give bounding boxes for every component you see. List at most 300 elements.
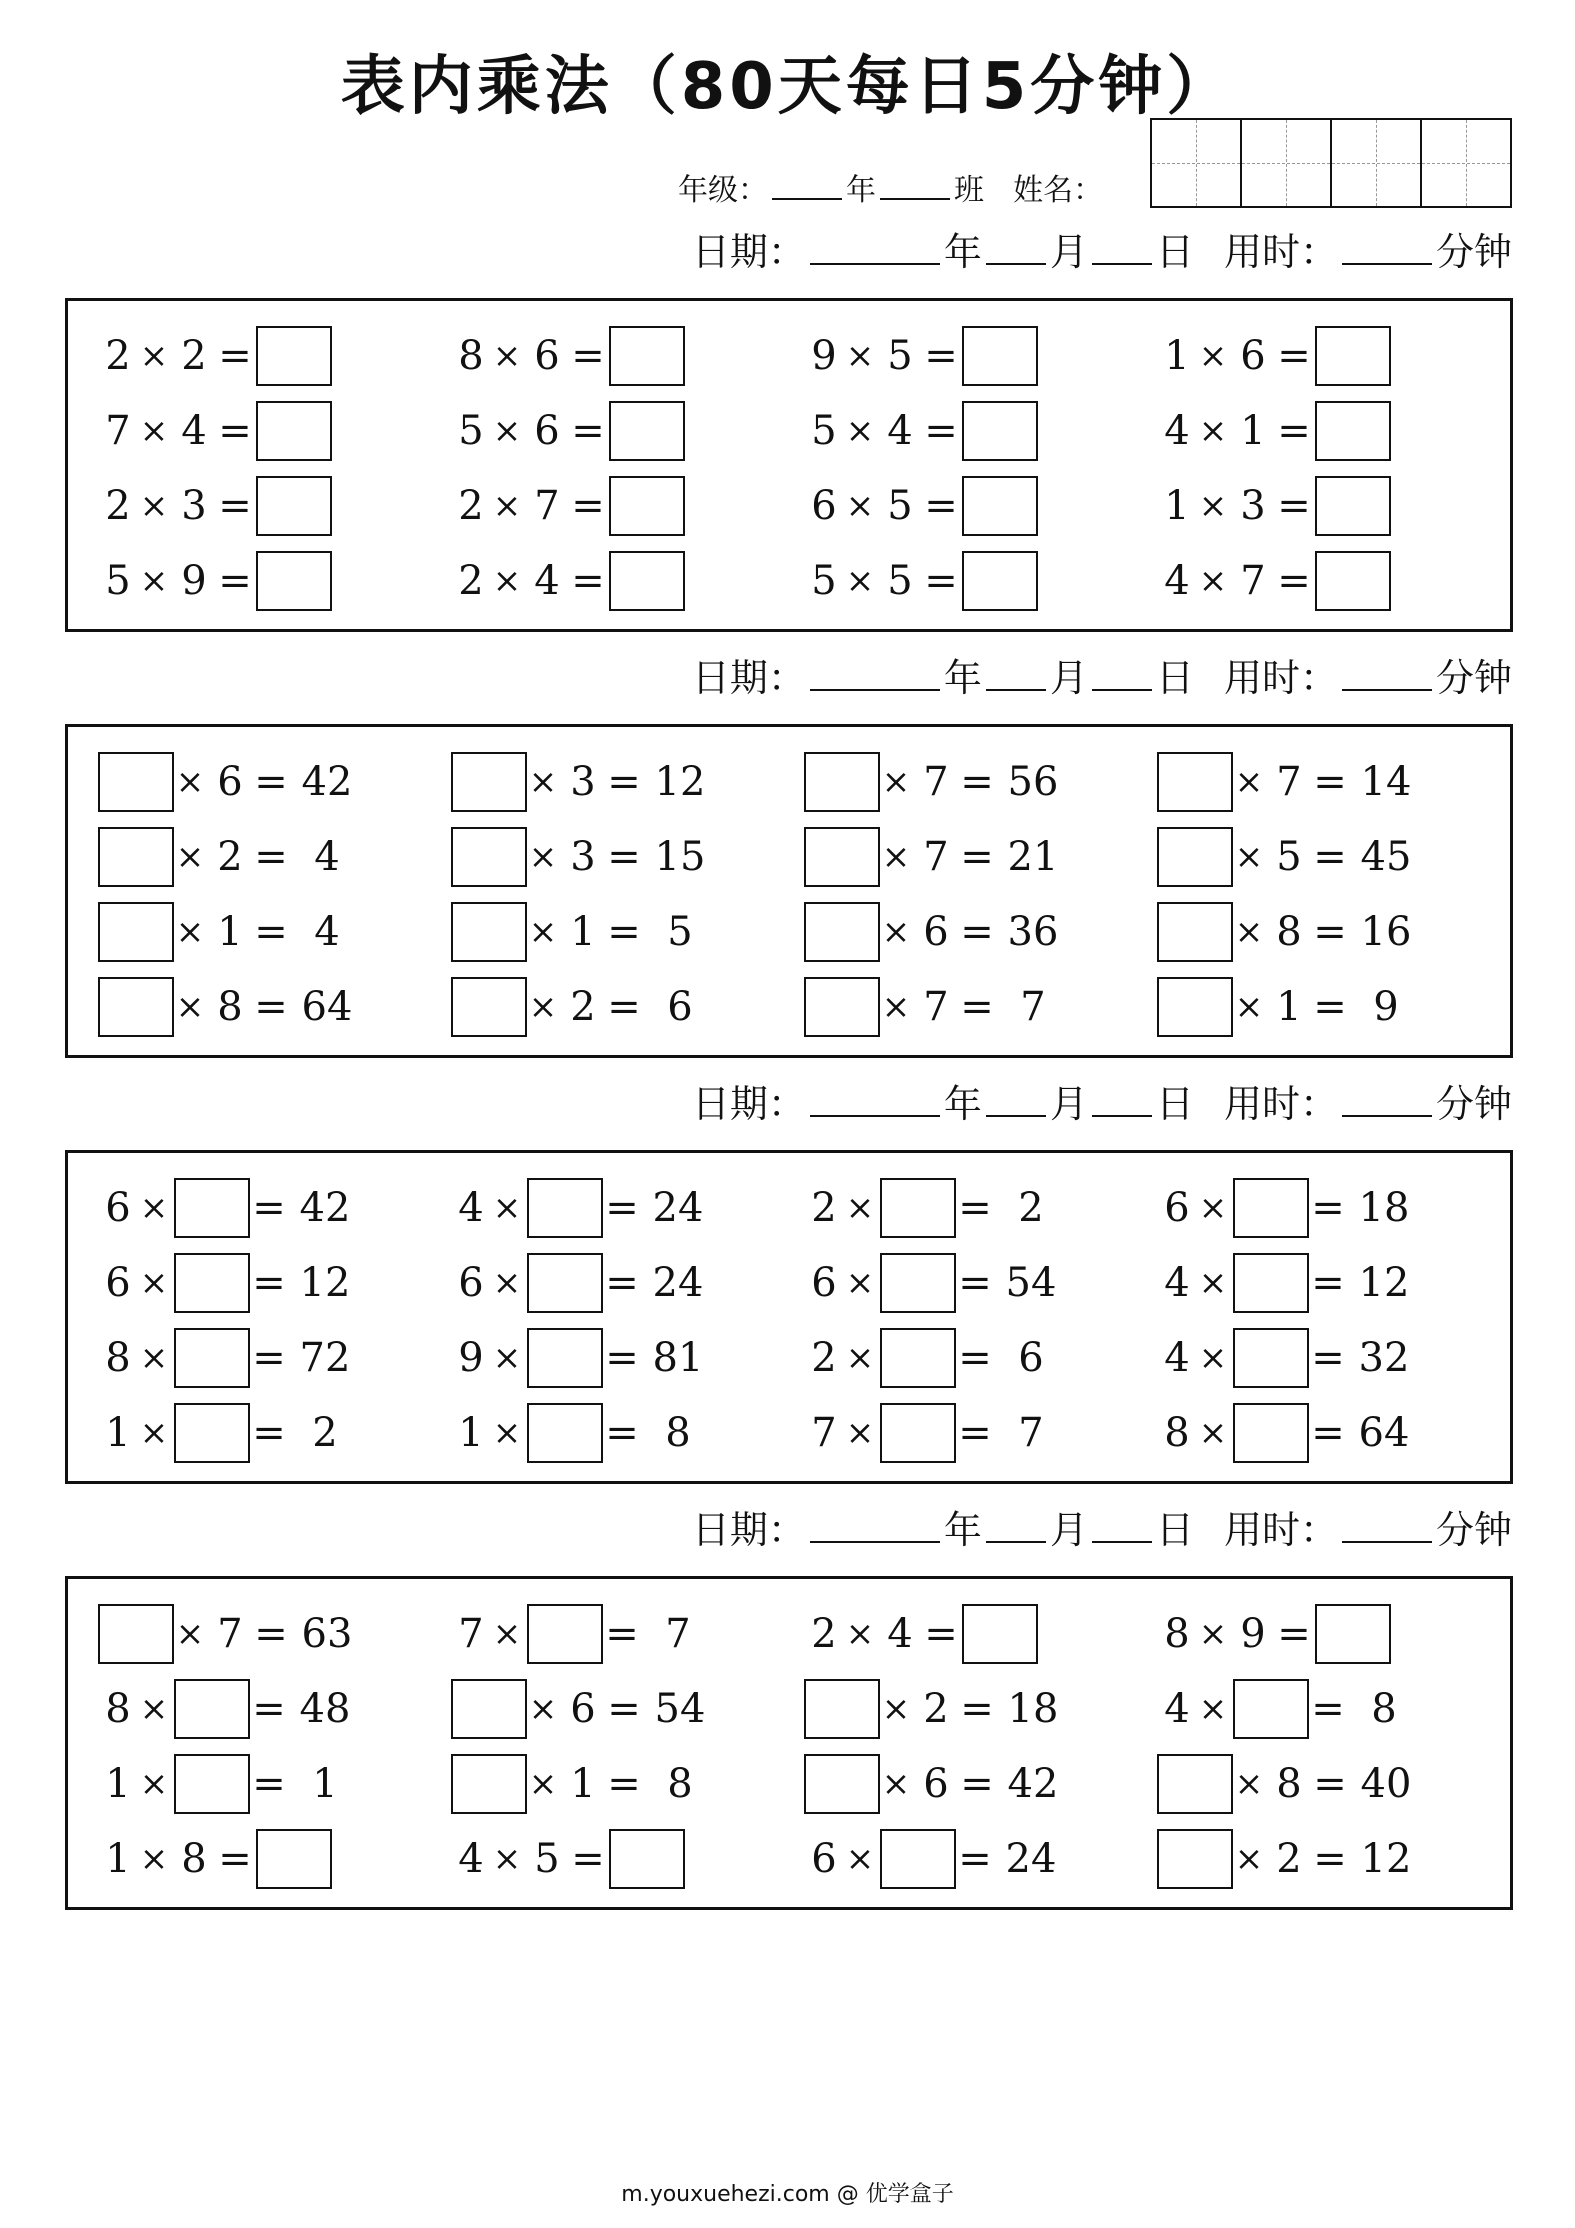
factor-a: 2 (458, 558, 484, 604)
factor-a: 8 (105, 1335, 131, 1381)
answer-box[interactable] (609, 1829, 685, 1889)
times-sign: × (1198, 486, 1228, 526)
factor-a: 6 (811, 483, 837, 529)
problem (804, 1403, 1134, 1463)
equals-sign: = (254, 984, 288, 1030)
factor-a: 5 (458, 408, 484, 454)
factor-a: 2 (811, 1185, 837, 1231)
answer-box[interactable] (451, 752, 527, 812)
times-sign: × (845, 561, 875, 601)
name-cell[interactable] (1420, 120, 1510, 206)
problem-section (65, 1576, 1513, 1910)
factor-a: 1 (105, 1761, 131, 1807)
answer-box[interactable] (1233, 1178, 1309, 1238)
problem (98, 1754, 428, 1814)
equals-sign: = (1311, 1260, 1345, 1306)
problem (1157, 827, 1487, 887)
time-used-label: 用时： (1223, 1508, 1338, 1552)
class-blank[interactable] (880, 168, 950, 200)
problem (98, 1178, 428, 1238)
time-used-label: 用时： (1223, 230, 1338, 274)
problem-row (68, 977, 1510, 1037)
problem-row (68, 1604, 1510, 1664)
factor-b: 7 (217, 1611, 243, 1657)
answer-box[interactable] (1315, 326, 1391, 386)
times-sign: × (845, 486, 875, 526)
time-used-blank[interactable] (1342, 1505, 1432, 1543)
equals-sign: = (1313, 909, 1347, 955)
factor-a: 2 (105, 333, 131, 379)
product: 7 (1018, 1410, 1044, 1456)
month-label: 月 (1049, 230, 1088, 274)
factor-b: 1 (570, 1761, 596, 1807)
factor-a: 6 (811, 1836, 837, 1882)
times-sign: × (139, 1839, 169, 1879)
times-sign: × (1198, 336, 1228, 376)
factor-b: 1 (217, 909, 243, 955)
answer-box[interactable] (1233, 1253, 1309, 1313)
factor-b: 1 (570, 909, 596, 955)
date-year-blank[interactable] (810, 1079, 940, 1117)
product: 36 (1007, 909, 1059, 955)
answer-box[interactable] (451, 827, 527, 887)
equals-sign: = (607, 1686, 641, 1732)
factor-b: 7 (1240, 558, 1266, 604)
times-sign: × (528, 987, 558, 1027)
answer-box[interactable] (527, 1403, 603, 1463)
times-sign: × (492, 561, 522, 601)
times-sign: × (1234, 1839, 1264, 1879)
answer-box[interactable] (1315, 1604, 1391, 1664)
date-month-blank[interactable] (986, 1505, 1046, 1543)
product: 24 (652, 1185, 704, 1231)
answer-box[interactable] (1315, 401, 1391, 461)
date-day-blank[interactable] (1092, 227, 1152, 265)
times-sign: × (845, 1263, 875, 1303)
month-label: 月 (1049, 1082, 1088, 1126)
answer-box[interactable] (1157, 977, 1233, 1037)
times-sign: × (139, 1188, 169, 1228)
times-sign: × (139, 561, 169, 601)
times-sign: × (139, 486, 169, 526)
minutes-label: 分钟 (1435, 1508, 1512, 1552)
times-sign: × (492, 336, 522, 376)
problem (98, 1328, 428, 1388)
times-sign: × (175, 987, 205, 1027)
factor-b: 5 (887, 558, 913, 604)
answer-box[interactable] (1157, 902, 1233, 962)
date-label: 日期： (691, 656, 806, 700)
problem (1157, 551, 1487, 611)
problem (451, 1253, 781, 1313)
factor-b: 1 (1276, 984, 1302, 1030)
equals-sign: = (571, 408, 605, 454)
times-sign: × (1198, 561, 1228, 601)
equals-sign: = (1313, 759, 1347, 805)
answer-box[interactable] (609, 401, 685, 461)
factor-b: 5 (887, 483, 913, 529)
times-sign: × (1234, 912, 1264, 952)
factor-b: 6 (1240, 333, 1266, 379)
product: 8 (667, 1761, 693, 1807)
equals-sign: = (605, 1410, 639, 1456)
times-sign: × (139, 1413, 169, 1453)
product: 45 (1360, 834, 1412, 880)
times-sign: × (175, 837, 205, 877)
answer-box[interactable] (880, 1829, 956, 1889)
factor-b: 6 (570, 1686, 596, 1732)
answer-box[interactable] (1315, 551, 1391, 611)
times-sign: × (492, 1614, 522, 1654)
times-sign: × (492, 1263, 522, 1303)
grade-blank[interactable] (772, 168, 842, 200)
equals-sign: = (605, 1335, 639, 1381)
problem (804, 326, 1134, 386)
product: 6 (1018, 1335, 1044, 1381)
equals-sign: = (960, 909, 994, 955)
equals-sign: = (571, 558, 605, 604)
times-sign: × (1198, 1188, 1228, 1228)
factor-b: 2 (570, 984, 596, 1030)
problem (98, 752, 428, 812)
answer-box[interactable] (174, 1403, 250, 1463)
factor-b: 6 (534, 333, 560, 379)
factor-a: 4 (1164, 1260, 1190, 1306)
answer-box[interactable] (527, 1328, 603, 1388)
factor-b: 8 (1276, 1761, 1302, 1807)
problem-row (68, 551, 1510, 611)
product: 42 (1007, 1761, 1059, 1807)
year-label: 年 (943, 1082, 982, 1126)
date-year-blank[interactable] (810, 1505, 940, 1543)
equals-sign: = (1277, 333, 1311, 379)
answer-box[interactable] (880, 1328, 956, 1388)
problem-row (68, 1754, 1510, 1814)
factor-b: 4 (181, 408, 207, 454)
problem-row (68, 401, 1510, 461)
times-sign: × (492, 1839, 522, 1879)
problem-row (68, 902, 1510, 962)
factor-a: 4 (1164, 1686, 1190, 1732)
problem (98, 326, 428, 386)
problem (804, 401, 1134, 461)
problem (804, 752, 1134, 812)
month-label: 月 (1049, 1508, 1088, 1552)
equals-sign: = (924, 333, 958, 379)
factor-a: 1 (105, 1410, 131, 1456)
factor-a: 1 (458, 1410, 484, 1456)
answer-box[interactable] (1157, 827, 1233, 887)
equals-sign: = (1277, 1611, 1311, 1657)
equals-sign: = (571, 333, 605, 379)
times-sign: × (845, 1614, 875, 1654)
factor-b: 5 (534, 1836, 560, 1882)
answer-box[interactable] (1233, 1679, 1309, 1739)
answer-box[interactable] (451, 902, 527, 962)
problem-row (68, 752, 1510, 812)
answer-box[interactable] (1157, 752, 1233, 812)
product: 56 (1007, 759, 1059, 805)
date-day-blank[interactable] (1092, 1505, 1152, 1543)
answer-box[interactable] (609, 551, 685, 611)
problem (98, 827, 428, 887)
date-label: 日期： (691, 230, 806, 274)
factor-a: 6 (458, 1260, 484, 1306)
product: 42 (299, 1185, 351, 1231)
times-sign: × (881, 837, 911, 877)
answer-box[interactable] (962, 551, 1038, 611)
problem-row (68, 1328, 1510, 1388)
times-sign: × (881, 1689, 911, 1729)
factor-b: 2 (217, 834, 243, 880)
factor-a: 6 (811, 1260, 837, 1306)
problem (1157, 977, 1487, 1037)
problem (98, 1829, 428, 1889)
answer-box[interactable] (98, 1604, 174, 1664)
equals-sign: = (1313, 834, 1347, 880)
answer-box[interactable] (804, 827, 880, 887)
factor-a: 7 (811, 1410, 837, 1456)
problem (98, 977, 428, 1037)
problem-row (68, 326, 1510, 386)
minutes-label: 分钟 (1435, 230, 1512, 274)
date-month-blank[interactable] (986, 1079, 1046, 1117)
answer-box[interactable] (880, 1253, 956, 1313)
product: 1 (312, 1761, 338, 1807)
problem (451, 1328, 781, 1388)
minutes-label: 分钟 (1435, 656, 1512, 700)
factor-b: 3 (570, 759, 596, 805)
answer-box[interactable] (1315, 476, 1391, 536)
times-sign: × (1198, 1263, 1228, 1303)
product: 42 (301, 759, 353, 805)
factor-a: 5 (811, 558, 837, 604)
date-line (640, 648, 1512, 708)
product: 12 (654, 759, 706, 805)
times-sign: × (881, 912, 911, 952)
factor-b: 3 (570, 834, 596, 880)
product: 32 (1358, 1335, 1410, 1381)
factor-b: 3 (181, 483, 207, 529)
answer-box[interactable] (1157, 1829, 1233, 1889)
product: 8 (1371, 1686, 1397, 1732)
equals-sign: = (605, 1260, 639, 1306)
times-sign: × (528, 762, 558, 802)
problem (98, 1604, 428, 1664)
name-cell[interactable] (1330, 120, 1420, 206)
answer-box[interactable] (804, 1679, 880, 1739)
problem (451, 1403, 781, 1463)
answer-box[interactable] (1157, 1754, 1233, 1814)
equals-sign: = (1311, 1686, 1345, 1732)
time-used-blank[interactable] (1342, 227, 1432, 265)
day-label: 日 (1155, 1508, 1194, 1552)
answer-box[interactable] (880, 1178, 956, 1238)
equals-sign: = (1313, 984, 1347, 1030)
answer-box[interactable] (962, 476, 1038, 536)
year-label: 年 (943, 230, 982, 274)
time-used-blank[interactable] (1342, 653, 1432, 691)
factor-a: 5 (105, 558, 131, 604)
problem (98, 476, 428, 536)
problem (1157, 401, 1487, 461)
answer-box[interactable] (98, 752, 174, 812)
equals-sign: = (605, 1611, 639, 1657)
problem-row (68, 1178, 1510, 1238)
factor-a: 4 (458, 1836, 484, 1882)
grade-class-line (678, 168, 1103, 213)
date-year-blank[interactable] (810, 653, 940, 691)
product: 2 (312, 1410, 338, 1456)
answer-box[interactable] (174, 1178, 250, 1238)
problem (1157, 1178, 1487, 1238)
name-grid[interactable] (1150, 118, 1512, 208)
day-label: 日 (1155, 230, 1194, 274)
name-cell[interactable] (1240, 120, 1330, 206)
factor-b: 5 (887, 333, 913, 379)
name-cell[interactable] (1152, 120, 1240, 206)
equals-sign: = (252, 1761, 286, 1807)
equals-sign: = (254, 759, 288, 805)
factor-b: 5 (1276, 834, 1302, 880)
times-sign: × (175, 912, 205, 952)
times-sign: × (1198, 1413, 1228, 1453)
answer-box[interactable] (804, 902, 880, 962)
factor-b: 6 (923, 1761, 949, 1807)
answer-box[interactable] (962, 326, 1038, 386)
equals-sign: = (958, 1185, 992, 1231)
date-month-blank[interactable] (986, 653, 1046, 691)
answer-box[interactable] (804, 977, 880, 1037)
factor-a: 9 (458, 1335, 484, 1381)
problem (451, 902, 781, 962)
day-label: 日 (1155, 1082, 1194, 1126)
answer-box[interactable] (256, 1829, 332, 1889)
factor-a: 2 (105, 483, 131, 529)
times-sign: × (1198, 411, 1228, 451)
factor-a: 9 (811, 333, 837, 379)
product: 18 (1007, 1686, 1059, 1732)
factor-b: 8 (217, 984, 243, 1030)
factor-b: 8 (181, 1836, 207, 1882)
answer-box[interactable] (174, 1679, 250, 1739)
product: 6 (667, 984, 693, 1030)
equals-sign: = (958, 1410, 992, 1456)
answer-box[interactable] (98, 902, 174, 962)
answer-box[interactable] (451, 977, 527, 1037)
date-day-blank[interactable] (1092, 1079, 1152, 1117)
factor-b: 7 (923, 834, 949, 880)
product: 8 (665, 1410, 691, 1456)
factor-a: 1 (105, 1836, 131, 1882)
answer-box[interactable] (256, 476, 332, 536)
answer-box[interactable] (804, 752, 880, 812)
product: 64 (301, 984, 353, 1030)
times-sign: × (492, 486, 522, 526)
product: 48 (299, 1686, 351, 1732)
answer-box[interactable] (804, 1754, 880, 1814)
answer-box[interactable] (451, 1754, 527, 1814)
product: 14 (1360, 759, 1412, 805)
answer-box[interactable] (256, 401, 332, 461)
answer-box[interactable] (1233, 1403, 1309, 1463)
factor-b: 7 (534, 483, 560, 529)
answer-box[interactable] (98, 977, 174, 1037)
time-used-blank[interactable] (1342, 1079, 1432, 1117)
times-sign: × (1234, 762, 1264, 802)
answer-box[interactable] (98, 827, 174, 887)
problem (98, 551, 428, 611)
problem (98, 1679, 428, 1739)
factor-a: 7 (458, 1611, 484, 1657)
factor-a: 6 (105, 1260, 131, 1306)
times-sign: × (175, 1614, 205, 1654)
times-sign: × (845, 1188, 875, 1228)
answer-box[interactable] (451, 1679, 527, 1739)
problem-row (68, 1829, 1510, 1889)
problem (804, 1328, 1134, 1388)
equals-sign: = (252, 1410, 286, 1456)
problem (451, 1604, 781, 1664)
factor-a: 2 (458, 483, 484, 529)
factor-a: 4 (458, 1185, 484, 1231)
date-year-blank[interactable] (810, 227, 940, 265)
product: 4 (314, 909, 340, 955)
problem (1157, 1754, 1487, 1814)
times-sign: × (139, 1263, 169, 1303)
answer-box[interactable] (962, 1604, 1038, 1664)
answer-box[interactable] (256, 551, 332, 611)
equals-sign: = (924, 1611, 958, 1657)
equals-sign: = (1311, 1335, 1345, 1381)
answer-box[interactable] (527, 1253, 603, 1313)
year-label: 年 (943, 656, 982, 700)
problem (98, 902, 428, 962)
answer-box[interactable] (609, 326, 685, 386)
times-sign: × (528, 1764, 558, 1804)
answer-box[interactable] (174, 1754, 250, 1814)
month-label: 月 (1049, 656, 1088, 700)
problem (451, 476, 781, 536)
problem (804, 902, 1134, 962)
factor-a: 1 (1164, 333, 1190, 379)
times-sign: × (1234, 987, 1264, 1027)
answer-box[interactable] (609, 476, 685, 536)
answer-box[interactable] (962, 401, 1038, 461)
date-day-blank[interactable] (1092, 653, 1152, 691)
answer-box[interactable] (256, 326, 332, 386)
product: 16 (1360, 909, 1412, 955)
problem (1157, 326, 1487, 386)
factor-b: 6 (923, 909, 949, 955)
factor-a: 6 (105, 1185, 131, 1231)
answer-box[interactable] (527, 1604, 603, 1664)
answer-box[interactable] (1233, 1328, 1309, 1388)
problem-row (68, 827, 1510, 887)
times-sign: × (1198, 1338, 1228, 1378)
answer-box[interactable] (174, 1253, 250, 1313)
answer-box[interactable] (174, 1328, 250, 1388)
answer-box[interactable] (527, 1178, 603, 1238)
factor-a: 4 (1164, 1335, 1190, 1381)
equals-sign: = (960, 1686, 994, 1732)
date-month-blank[interactable] (986, 227, 1046, 265)
day-label: 日 (1155, 656, 1194, 700)
times-sign: × (528, 912, 558, 952)
answer-box[interactable] (880, 1403, 956, 1463)
factor-b: 3 (1240, 483, 1266, 529)
product: 54 (654, 1686, 706, 1732)
